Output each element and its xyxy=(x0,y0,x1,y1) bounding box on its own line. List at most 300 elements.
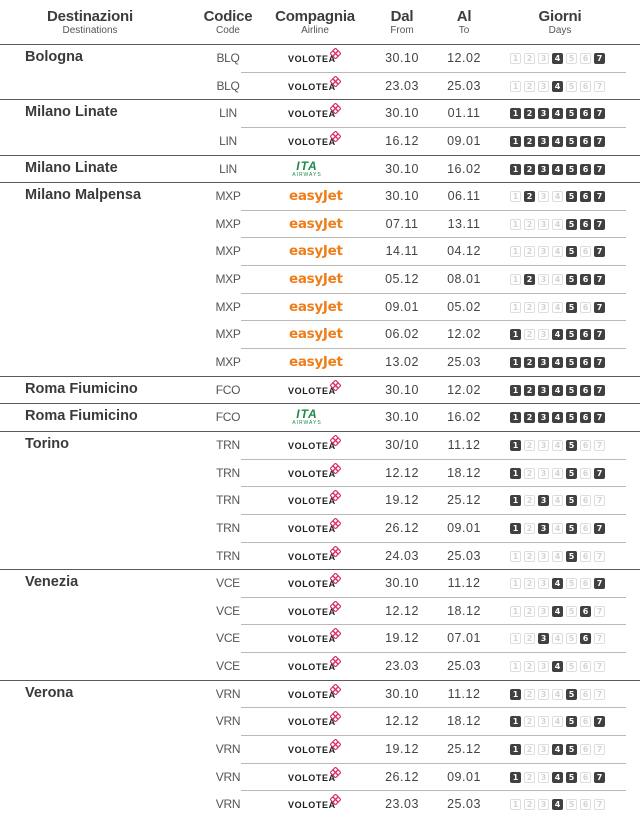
table-header xyxy=(0,0,640,44)
header-days-sublabel: Days xyxy=(548,25,572,36)
date-from: 26.12 xyxy=(385,520,419,535)
weekday-6-operating: 6 xyxy=(580,219,591,230)
weekday-2-not-operating: 2 xyxy=(524,440,535,451)
row-divider xyxy=(241,652,626,653)
weekday-5-operating: 5 xyxy=(566,440,577,451)
row-divider xyxy=(241,486,626,487)
row-divider xyxy=(241,265,626,266)
airport-code: MXP xyxy=(215,216,241,231)
weekday-3-not-operating: 3 xyxy=(538,661,549,672)
date-from: 09.01 xyxy=(385,299,419,314)
date-to: 11.12 xyxy=(447,576,481,591)
weekday-3-not-operating: 3 xyxy=(538,246,549,257)
weekday-7-not-operating: 7 xyxy=(594,606,605,617)
airport-code: FCO xyxy=(215,382,241,397)
weekday-3-operating: 3 xyxy=(538,164,549,175)
weekday-7-operating: 7 xyxy=(594,108,605,119)
weekday-4-operating: 4 xyxy=(552,329,563,340)
airport-code: TRN xyxy=(216,548,240,563)
header-from-label: Dal xyxy=(390,8,414,25)
destination-group xyxy=(0,431,640,569)
date-from: 23.03 xyxy=(385,659,419,674)
date-to: 07.01 xyxy=(447,631,481,646)
weekday-3-not-operating: 3 xyxy=(538,551,549,562)
weekday-2-not-operating: 2 xyxy=(524,468,535,479)
weekday-1-not-operating: 1 xyxy=(510,246,521,257)
volotea-wordmark: VOLOTEA xyxy=(288,634,336,645)
weekday-3-not-operating: 3 xyxy=(538,578,549,589)
row-divider xyxy=(241,210,626,211)
airline-logo-volotea xyxy=(280,517,352,539)
weekday-6-operating: 6 xyxy=(580,108,591,119)
weekday-1-operating: 1 xyxy=(510,136,521,147)
destination-group xyxy=(0,44,640,99)
weekday-6-not-operating: 6 xyxy=(580,53,591,64)
weekday-1-not-operating: 1 xyxy=(510,302,521,313)
weekday-7-operating: 7 xyxy=(594,274,605,285)
destination-name: Torino xyxy=(25,435,70,452)
weekday-4-operating: 4 xyxy=(552,357,563,368)
date-to: 25.03 xyxy=(447,78,481,93)
weekday-5-operating: 5 xyxy=(566,246,577,257)
volotea-wordmark: VOLOTEA xyxy=(288,440,336,451)
easyjet-wordmark: easyJet xyxy=(289,243,343,260)
date-from: 13.02 xyxy=(385,355,419,370)
weekday-7-operating: 7 xyxy=(594,385,605,396)
airline-logo-volotea xyxy=(280,793,352,815)
airport-code: BLQ xyxy=(216,78,240,93)
airport-code: VCE xyxy=(216,659,240,674)
date-to: 25.03 xyxy=(447,355,481,370)
weekday-4-operating: 4 xyxy=(552,799,563,810)
row-divider xyxy=(241,763,626,764)
weekday-4-not-operating: 4 xyxy=(552,274,563,285)
weekday-4-not-operating: 4 xyxy=(552,495,563,506)
date-from: 30.10 xyxy=(385,51,419,65)
weekday-1-operating: 1 xyxy=(510,744,521,755)
row-divider xyxy=(241,624,626,625)
airport-code: VRN xyxy=(215,769,241,784)
weekday-6-operating: 6 xyxy=(580,633,591,644)
weekday-1-operating: 1 xyxy=(510,716,521,727)
destination-name: Venezia xyxy=(25,574,79,591)
weekday-7-not-operating: 7 xyxy=(594,633,605,644)
destination-group xyxy=(0,182,640,376)
ita-wordmark-sub: AIRWAYS xyxy=(292,420,322,427)
date-to: 25.03 xyxy=(447,548,481,563)
weekday-2-not-operating: 2 xyxy=(524,578,535,589)
weekday-1-operating: 1 xyxy=(510,523,521,534)
weekday-7-not-operating: 7 xyxy=(594,689,605,700)
weekday-3-operating: 3 xyxy=(538,495,549,506)
airline-logo-easyjet xyxy=(280,268,352,290)
weekday-3-not-operating: 3 xyxy=(538,799,549,810)
weekday-indicators xyxy=(510,606,605,617)
volotea-wordmark: VOLOTEA xyxy=(288,81,336,92)
volotea-star-icon xyxy=(330,601,341,612)
weekday-1-operating: 1 xyxy=(510,164,521,175)
weekday-2-operating: 2 xyxy=(524,274,535,285)
airline-logo-volotea xyxy=(280,710,352,732)
airport-code: TRN xyxy=(216,437,240,452)
airport-code: MXP xyxy=(215,189,241,204)
volotea-wordmark: VOLOTEA xyxy=(288,579,336,590)
airline-logo-volotea xyxy=(280,130,352,152)
header-code xyxy=(198,8,258,37)
volotea-wordmark: VOLOTEA xyxy=(288,689,336,700)
destination-name: Roma Fiumicino xyxy=(25,380,138,397)
volotea-star-icon xyxy=(330,518,341,529)
header-airline xyxy=(268,8,362,37)
date-from: 07.11 xyxy=(385,216,419,231)
volotea-wordmark: VOLOTEA xyxy=(288,772,336,783)
row-divider xyxy=(241,514,626,515)
weekday-1-operating: 1 xyxy=(510,385,521,396)
date-to: 25.03 xyxy=(447,797,481,812)
weekday-7-operating: 7 xyxy=(594,772,605,783)
schedule-table-body xyxy=(0,44,640,818)
destination-group xyxy=(0,569,640,680)
weekday-7-not-operating: 7 xyxy=(594,799,605,810)
weekday-2-not-operating: 2 xyxy=(524,772,535,783)
weekday-indicators xyxy=(510,81,605,92)
weekday-7-operating: 7 xyxy=(594,136,605,147)
date-to: 16.02 xyxy=(447,161,481,176)
weekday-3-operating: 3 xyxy=(538,633,549,644)
weekday-7-not-operating: 7 xyxy=(594,440,605,451)
weekday-4-not-operating: 4 xyxy=(552,219,563,230)
weekday-7-operating: 7 xyxy=(594,578,605,589)
date-to: 18.12 xyxy=(447,465,481,480)
header-from-sublabel: From xyxy=(390,25,414,36)
weekday-5-operating: 5 xyxy=(566,385,577,396)
airline-logo-volotea xyxy=(280,738,352,760)
weekday-3-not-operating: 3 xyxy=(538,81,549,92)
weekday-3-not-operating: 3 xyxy=(538,716,549,727)
date-from: 30.10 xyxy=(385,410,419,425)
weekday-3-not-operating: 3 xyxy=(538,302,549,313)
volotea-wordmark: VOLOTEA xyxy=(288,551,336,562)
weekday-3-not-operating: 3 xyxy=(538,440,549,451)
weekday-5-operating: 5 xyxy=(566,108,577,119)
weekday-4-not-operating: 4 xyxy=(552,191,563,202)
date-from: 30.10 xyxy=(385,686,419,701)
date-to: 09.01 xyxy=(447,133,481,148)
weekday-3-not-operating: 3 xyxy=(538,744,549,755)
weekday-indicators xyxy=(510,412,605,423)
weekday-3-operating: 3 xyxy=(538,523,549,534)
date-from: 14.11 xyxy=(385,244,419,259)
weekday-3-operating: 3 xyxy=(538,108,549,119)
weekday-7-not-operating: 7 xyxy=(594,495,605,506)
weekday-2-operating: 2 xyxy=(524,164,535,175)
weekday-5-operating: 5 xyxy=(566,357,577,368)
weekday-indicators xyxy=(510,578,605,589)
ita-airways-logo xyxy=(292,408,322,426)
airport-code: TRN xyxy=(216,520,240,535)
airport-code: VRN xyxy=(215,797,241,812)
row-divider xyxy=(241,790,626,791)
header-destinations xyxy=(40,8,140,37)
date-from: 24.03 xyxy=(385,548,419,563)
weekday-indicators xyxy=(510,164,605,175)
weekday-7-operating: 7 xyxy=(594,412,605,423)
weekday-4-not-operating: 4 xyxy=(552,302,563,313)
airline-logo-volotea xyxy=(280,47,352,69)
weekday-2-not-operating: 2 xyxy=(524,329,535,340)
weekday-2-not-operating: 2 xyxy=(524,81,535,92)
weekday-2-not-operating: 2 xyxy=(524,799,535,810)
row-divider xyxy=(241,597,626,598)
weekday-4-operating: 4 xyxy=(552,164,563,175)
weekday-3-not-operating: 3 xyxy=(538,772,549,783)
weekday-6-not-operating: 6 xyxy=(580,744,591,755)
weekday-1-not-operating: 1 xyxy=(510,606,521,617)
header-code-label: Codice xyxy=(203,8,253,25)
weekday-1-not-operating: 1 xyxy=(510,551,521,562)
weekday-6-not-operating: 6 xyxy=(580,772,591,783)
date-to: 25.12 xyxy=(447,493,481,508)
date-from: 30.10 xyxy=(385,576,419,591)
airport-code: MXP xyxy=(215,299,241,314)
weekday-5-operating: 5 xyxy=(566,191,577,202)
weekday-6-not-operating: 6 xyxy=(580,578,591,589)
volotea-wordmark: VOLOTEA xyxy=(288,662,336,673)
row-divider xyxy=(241,707,626,708)
airport-code: MXP xyxy=(215,244,241,259)
date-to: 16.02 xyxy=(447,410,481,425)
header-airline-sublabel: Airline xyxy=(301,25,329,36)
date-to: 12.02 xyxy=(447,382,481,397)
row-divider xyxy=(241,348,626,349)
volotea-wordmark: VOLOTEA xyxy=(288,109,336,120)
weekday-indicators xyxy=(510,799,605,810)
airport-code: MXP xyxy=(215,355,241,370)
airline-logo-easyjet xyxy=(280,296,352,318)
airport-code: MXP xyxy=(215,327,241,342)
date-from: 16.12 xyxy=(385,133,419,148)
ita-wordmark: ITA xyxy=(296,407,318,422)
airline-logo-volotea xyxy=(280,655,352,677)
volotea-star-icon xyxy=(330,628,341,639)
date-from: 30/10 xyxy=(385,437,419,452)
weekday-indicators xyxy=(510,191,605,202)
airline-logo-easyjet xyxy=(280,240,352,262)
airline-logo-volotea xyxy=(280,600,352,622)
weekday-2-operating: 2 xyxy=(524,357,535,368)
date-from: 19.12 xyxy=(385,493,419,508)
weekday-5-operating: 5 xyxy=(566,495,577,506)
weekday-1-operating: 1 xyxy=(510,468,521,479)
weekday-5-operating: 5 xyxy=(566,716,577,727)
date-to: 25.03 xyxy=(447,659,481,674)
weekday-2-not-operating: 2 xyxy=(524,246,535,257)
weekday-6-operating: 6 xyxy=(580,606,591,617)
weekday-7-operating: 7 xyxy=(594,246,605,257)
volotea-star-icon xyxy=(330,463,341,474)
date-from: 19.12 xyxy=(385,742,419,757)
weekday-1-operating: 1 xyxy=(510,772,521,783)
weekday-indicators xyxy=(510,219,605,230)
weekday-6-operating: 6 xyxy=(580,412,591,423)
weekday-6-not-operating: 6 xyxy=(580,661,591,672)
date-to: 06.11 xyxy=(447,189,481,204)
weekday-4-not-operating: 4 xyxy=(552,523,563,534)
header-code-sublabel: Code xyxy=(216,25,240,36)
volotea-star-icon xyxy=(330,546,341,557)
row-divider xyxy=(241,459,626,460)
weekday-7-operating: 7 xyxy=(594,164,605,175)
easyjet-wordmark: easyJet xyxy=(289,188,343,205)
date-from: 05.12 xyxy=(385,272,419,287)
weekday-6-operating: 6 xyxy=(580,274,591,285)
weekday-2-not-operating: 2 xyxy=(524,661,535,672)
header-to-label: Al xyxy=(456,8,472,25)
weekday-1-not-operating: 1 xyxy=(510,661,521,672)
weekday-2-not-operating: 2 xyxy=(524,744,535,755)
weekday-2-not-operating: 2 xyxy=(524,633,535,644)
date-from: 12.12 xyxy=(385,714,419,729)
weekday-4-not-operating: 4 xyxy=(552,716,563,727)
airport-code: VCE xyxy=(216,631,240,646)
weekday-4-operating: 4 xyxy=(552,53,563,64)
volotea-wordmark: VOLOTEA xyxy=(288,54,336,64)
destination-name: Milano Linate xyxy=(25,159,118,176)
header-destinations-label: Destinazioni xyxy=(47,8,133,25)
weekday-1-not-operating: 1 xyxy=(510,53,521,64)
date-to: 09.01 xyxy=(447,520,481,535)
weekday-2-not-operating: 2 xyxy=(524,219,535,230)
volotea-star-icon xyxy=(330,573,341,584)
ita-airways-logo xyxy=(292,160,322,178)
row-divider xyxy=(241,735,626,736)
volotea-wordmark: VOLOTEA xyxy=(288,606,336,617)
volotea-wordmark: VOLOTEA xyxy=(288,745,336,756)
airport-code: VCE xyxy=(216,576,240,591)
volotea-star-icon xyxy=(330,711,341,722)
weekday-6-not-operating: 6 xyxy=(580,551,591,562)
weekday-5-operating: 5 xyxy=(566,164,577,175)
easyjet-wordmark: easyJet xyxy=(289,354,343,371)
weekday-5-operating: 5 xyxy=(566,523,577,534)
date-from: 23.03 xyxy=(385,797,419,812)
airport-code: TRN xyxy=(216,465,240,480)
weekday-4-not-operating: 4 xyxy=(552,246,563,257)
weekday-4-not-operating: 4 xyxy=(552,468,563,479)
easyjet-wordmark: easyJet xyxy=(289,326,343,343)
airline-logo-easyjet xyxy=(280,323,352,345)
destination-group xyxy=(0,403,640,431)
airline-logo-volotea xyxy=(280,572,352,594)
weekday-5-not-operating: 5 xyxy=(566,606,577,617)
weekday-indicators xyxy=(510,551,605,562)
volotea-star-icon xyxy=(330,131,341,142)
destination-group xyxy=(0,155,640,183)
weekday-2-operating: 2 xyxy=(524,412,535,423)
weekday-5-not-operating: 5 xyxy=(566,661,577,672)
date-to: 01.11 xyxy=(447,106,481,121)
row-divider xyxy=(241,127,626,128)
weekday-1-operating: 1 xyxy=(510,329,521,340)
weekday-indicators xyxy=(510,772,605,783)
header-days-label: Giorni xyxy=(538,8,582,25)
weekday-3-not-operating: 3 xyxy=(538,191,549,202)
weekday-indicators xyxy=(510,274,605,285)
weekday-indicators xyxy=(510,108,605,119)
destination-name: Verona xyxy=(25,684,74,701)
volotea-star-icon xyxy=(330,767,341,778)
airline-logo-ita xyxy=(280,406,352,428)
weekday-6-operating: 6 xyxy=(580,191,591,202)
row-divider xyxy=(241,293,626,294)
airline-logo-easyjet xyxy=(280,351,352,373)
date-to: 18.12 xyxy=(447,603,481,618)
weekday-5-operating: 5 xyxy=(566,689,577,700)
weekday-4-operating: 4 xyxy=(552,136,563,147)
weekday-1-operating: 1 xyxy=(510,440,521,451)
weekday-3-not-operating: 3 xyxy=(538,219,549,230)
weekday-7-operating: 7 xyxy=(594,191,605,202)
airline-logo-volotea xyxy=(280,102,352,124)
weekday-4-not-operating: 4 xyxy=(552,633,563,644)
weekday-5-not-operating: 5 xyxy=(566,578,577,589)
weekday-7-operating: 7 xyxy=(594,219,605,230)
weekday-indicators xyxy=(510,716,605,727)
date-from: 19.12 xyxy=(385,631,419,646)
weekday-1-operating: 1 xyxy=(510,357,521,368)
header-airline-label: Compagnia xyxy=(275,8,355,25)
weekday-indicators xyxy=(510,53,605,64)
weekday-5-not-operating: 5 xyxy=(566,633,577,644)
destination-name: Bologna xyxy=(25,49,83,65)
airline-logo-volotea xyxy=(280,489,352,511)
weekday-5-operating: 5 xyxy=(566,136,577,147)
airline-logo-ita xyxy=(280,158,352,180)
weekday-indicators xyxy=(510,661,605,672)
weekday-7-not-operating: 7 xyxy=(594,661,605,672)
weekday-6-not-operating: 6 xyxy=(580,716,591,727)
weekday-2-operating: 2 xyxy=(524,136,535,147)
airport-code: VRN xyxy=(215,742,241,757)
weekday-7-operating: 7 xyxy=(594,716,605,727)
easyjet-wordmark: easyJet xyxy=(289,298,343,315)
weekday-indicators xyxy=(510,357,605,368)
easyjet-wordmark: easyJet xyxy=(289,271,343,288)
weekday-6-operating: 6 xyxy=(580,329,591,340)
weekday-2-operating: 2 xyxy=(524,108,535,119)
weekday-indicators xyxy=(510,440,605,451)
airport-code: LIN xyxy=(219,106,237,121)
weekday-2-not-operating: 2 xyxy=(524,495,535,506)
weekday-5-operating: 5 xyxy=(566,744,577,755)
weekday-7-not-operating: 7 xyxy=(594,551,605,562)
weekday-2-not-operating: 2 xyxy=(524,551,535,562)
weekday-4-not-operating: 4 xyxy=(552,689,563,700)
weekday-indicators xyxy=(510,385,605,396)
destination-group xyxy=(0,376,640,404)
weekday-2-not-operating: 2 xyxy=(524,716,535,727)
weekday-5-operating: 5 xyxy=(566,412,577,423)
volotea-wordmark: VOLOTEA xyxy=(288,800,336,811)
weekday-6-not-operating: 6 xyxy=(580,81,591,92)
airline-logo-volotea xyxy=(280,434,352,456)
weekday-2-not-operating: 2 xyxy=(524,606,535,617)
header-days xyxy=(525,8,595,37)
header-destinations-sublabel: Destinations xyxy=(62,25,118,36)
weekday-5-not-operating: 5 xyxy=(566,799,577,810)
weekday-6-not-operating: 6 xyxy=(580,495,591,506)
date-to: 04.12 xyxy=(447,244,481,259)
